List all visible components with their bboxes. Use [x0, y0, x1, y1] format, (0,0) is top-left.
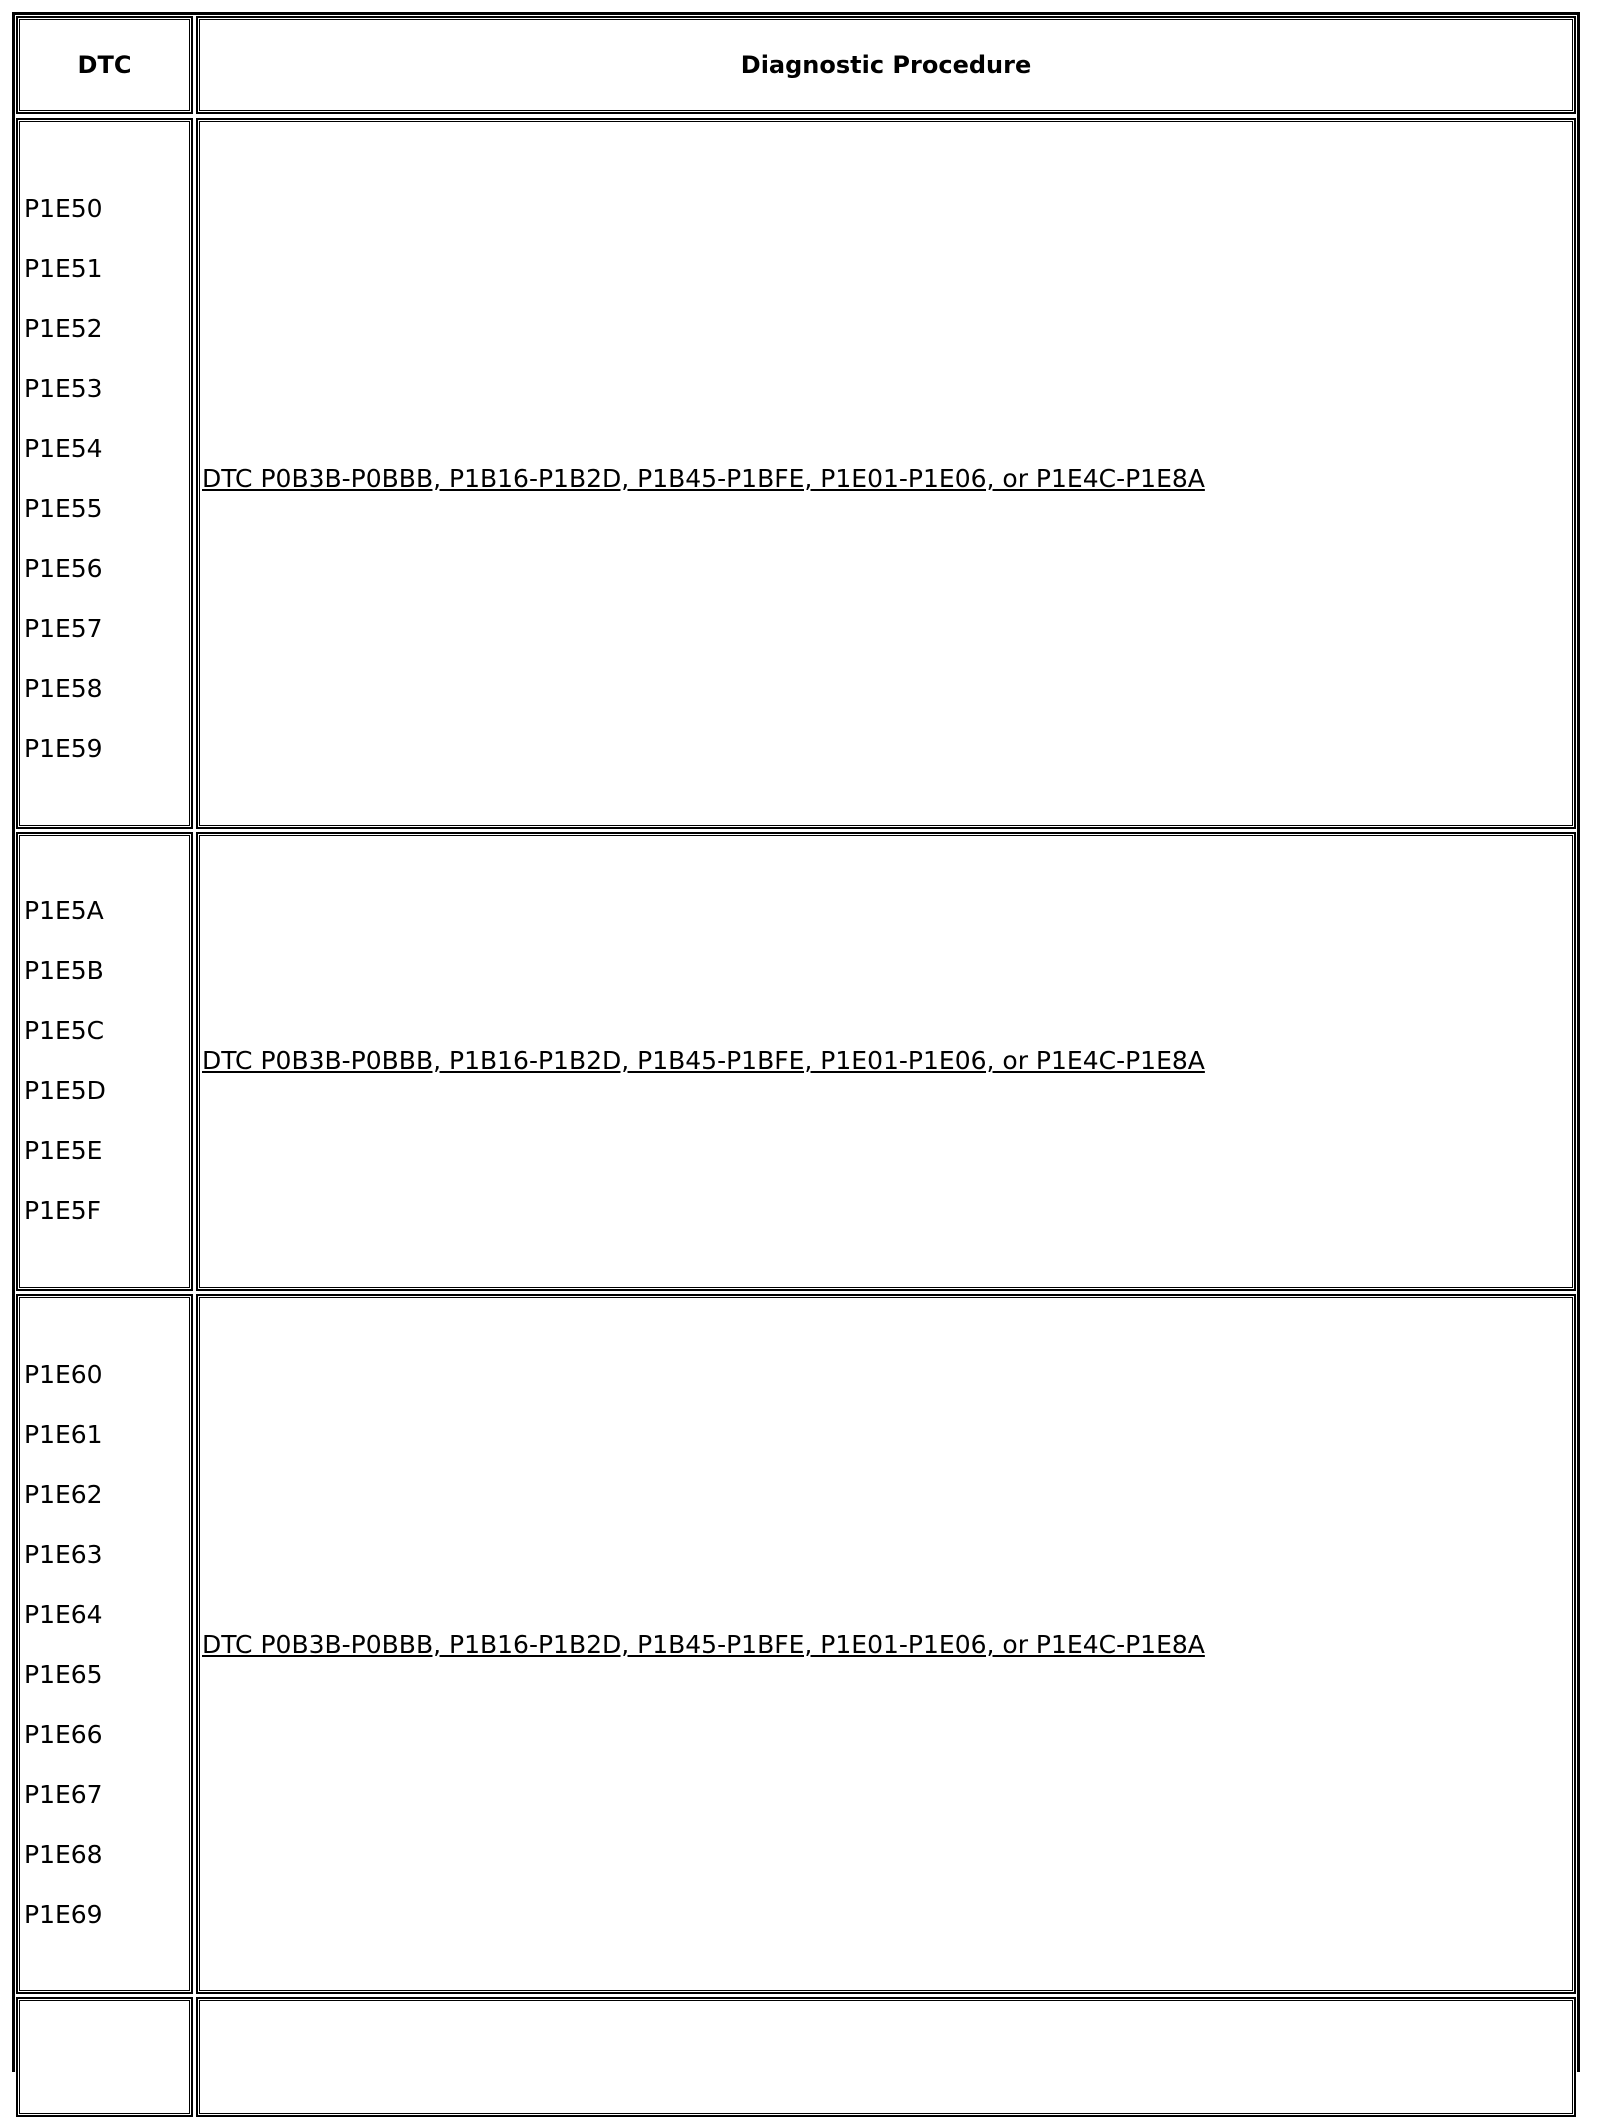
dtc-code: P1E60: [24, 1360, 103, 1389]
dtc-code: P1E59: [24, 734, 103, 763]
dtc-code: P1E5D: [24, 1076, 106, 1105]
dtc-code: P1E67: [24, 1780, 103, 1809]
dtc-code: P1E5C: [24, 1016, 105, 1045]
dtc-code: P1E53: [24, 374, 103, 403]
dtc-code: P1E54: [24, 434, 103, 463]
table-row-4-dtc-cell: [16, 1997, 193, 2117]
table-row-1-dtc-cell: [16, 118, 193, 829]
dtc-code: P1E5A: [24, 896, 104, 925]
dtc-code: P1E5E: [24, 1136, 103, 1165]
dtc-code: P1E68: [24, 1840, 103, 1869]
table-row-3-procedure-cell: [196, 1294, 1576, 1994]
dtc-code: P1E58: [24, 674, 103, 703]
dtc-column-header: [16, 16, 193, 114]
dtc-code: P1E55: [24, 494, 103, 523]
procedure-column-header: [196, 16, 1576, 114]
dtc-code: P1E56: [24, 554, 103, 583]
table-row-4-procedure-cell: [196, 1997, 1576, 2117]
dtc-code: P1E51: [24, 254, 103, 283]
dtc-code: P1E61: [24, 1420, 103, 1449]
dtc-code: P1E5B: [24, 956, 104, 985]
dtc-code: P1E5F: [24, 1196, 102, 1225]
dtc-code: P1E66: [24, 1720, 103, 1749]
table-row-2-dtc-cell: [16, 832, 193, 1291]
dtc-code: P1E64: [24, 1600, 103, 1629]
dtc-header-label: DTC: [77, 51, 132, 79]
procedure-header-label: Diagnostic Procedure: [740, 51, 1032, 79]
table-row-1-procedure-cell: [196, 118, 1576, 829]
table-row-2-procedure-cell: [196, 832, 1576, 1291]
dtc-code: P1E63: [24, 1540, 103, 1569]
dtc-code: P1E57: [24, 614, 103, 643]
dtc-code: P1E69: [24, 1900, 103, 1929]
dtc-code: P1E62: [24, 1480, 103, 1509]
dtc-code: P1E52: [24, 314, 103, 343]
dtc-code: P1E65: [24, 1660, 103, 1689]
dtc-code: P1E50: [24, 194, 103, 223]
diagnostic-procedure-link[interactable]: DTC P0B3B-P0BBB, P1B16-P1B2D, P1B45-P1BFE, P1E01-P1E06, or P1E4C-P1E8A: [202, 1046, 1205, 1075]
diagnostic-procedure-link[interactable]: DTC P0B3B-P0BBB, P1B16-P1B2D, P1B45-P1BFE, P1E01-P1E06, or P1E4C-P1E8A: [202, 1630, 1205, 1659]
diagnostic-procedure-link[interactable]: DTC P0B3B-P0BBB, P1B16-P1B2D, P1B45-P1BFE, P1E01-P1E06, or P1E4C-P1E8A: [202, 464, 1205, 493]
table-row-3-dtc-cell: [16, 1294, 193, 1994]
